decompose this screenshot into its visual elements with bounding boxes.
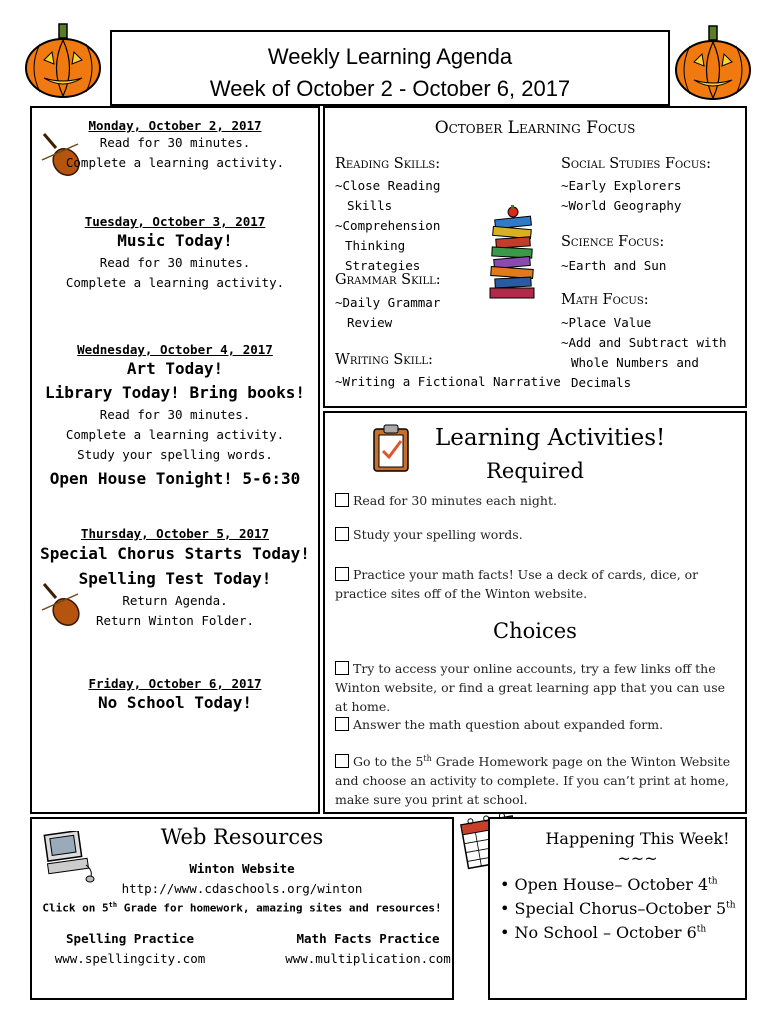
science-heading: Science Focus: xyxy=(561,234,665,250)
violin-icon xyxy=(40,580,82,628)
checkbox[interactable] xyxy=(335,567,349,581)
reading-line-1: ~Close Reading xyxy=(335,178,441,193)
grammar-line-2: Review xyxy=(347,315,393,330)
checkbox[interactable] xyxy=(335,717,349,731)
social-heading: Social Studies Focus: xyxy=(561,156,712,172)
wednesday xyxy=(32,342,318,491)
reading-line-2: Skills xyxy=(347,198,393,213)
site-url-link[interactable]: http://www.cdaschools.org/winton xyxy=(121,881,363,896)
tuesday-date: Tuesday, October 3, 2017 xyxy=(84,214,266,229)
wednesday-line-3: Study your spelling words. xyxy=(77,447,273,462)
grammar-line-1: ~Daily Grammar xyxy=(335,295,441,310)
science-line-1: ~Earth and Sun xyxy=(561,258,667,273)
social-line-1: ~Early Explorers xyxy=(561,178,682,193)
spelling-url-link[interactable]: www.spellingcity.com xyxy=(54,951,206,966)
math-line-1: ~Place Value xyxy=(561,315,652,330)
click-instruction: Click on 5th Grade for homework, amazing sites and resources! xyxy=(42,901,442,915)
daily-schedule xyxy=(30,106,320,814)
friday xyxy=(32,676,318,715)
math-line-4: Decimals xyxy=(571,375,632,390)
thursday-line-2: Return Winton Folder. xyxy=(95,613,255,628)
choice-item-3: Go to the 5th Grade Homework page on the Winton Website and choose an activity to complete. If you can’t print at home, make sure you print at school. xyxy=(335,754,731,808)
site-label: Winton Website xyxy=(189,861,295,876)
writing-heading: Writing Skill: xyxy=(335,352,433,368)
pumpkin-left-icon xyxy=(22,22,104,100)
monday-date: Monday, October 2, 2017 xyxy=(88,118,262,133)
activities-title: Learning Activities! xyxy=(435,425,666,451)
spelling-label: Spelling Practice xyxy=(66,931,194,946)
learning-activities xyxy=(323,411,747,814)
required-item-3: Practice your math facts! Use a deck of cards, dice, or practice sites off of the Winton website. xyxy=(335,567,699,601)
required-item-2: Study your spelling words. xyxy=(335,525,733,544)
thursday-highlight-2: Spelling Test Today! xyxy=(78,569,272,588)
week-range: Week of October 2 - October 6, 2017 xyxy=(209,76,571,101)
reading-line-5: Strategies xyxy=(345,258,421,273)
happening-item-3: • No School – October 6th xyxy=(500,923,707,942)
checkbox[interactable] xyxy=(335,754,349,768)
writing-line-1: ~Writing a Fictional Narrative xyxy=(335,374,561,389)
wednesday-date: Wednesday, October 4, 2017 xyxy=(77,342,273,357)
monday-line-1: Read for 30 minutes. xyxy=(99,135,251,150)
choice-item-1: Try to access your online accounts, try a few links off the Winton website, or find a great learning app that you can use at home. xyxy=(335,661,726,714)
happening-this-week xyxy=(488,817,747,1000)
friday-highlight: No School Today! xyxy=(97,693,253,712)
book-stack-icon xyxy=(487,204,537,306)
tuesday-line-2: Complete a learning activity. xyxy=(65,275,285,290)
math-line-2: ~Add and Subtract with xyxy=(561,335,727,350)
happening-item-2: • Special Chorus–October 5th xyxy=(500,899,736,918)
tuesday xyxy=(32,214,318,293)
thursday-date: Thursday, October 5, 2017 xyxy=(80,526,270,541)
happening-item-1: • Open House– October 4th xyxy=(500,875,718,894)
grammar-heading: Grammar Skill: xyxy=(335,272,441,288)
web-title: Web Resources xyxy=(160,825,324,849)
wednesday-highlight-2: Library Today! Bring books! xyxy=(44,383,306,402)
math-heading: Math Focus: xyxy=(561,292,649,308)
checkbox[interactable] xyxy=(335,493,349,507)
math-label: Math Facts Practice xyxy=(296,931,440,946)
required-item-1: Read for 30 minutes each night. xyxy=(335,491,733,510)
wednesday-line-2: Complete a learning activity. xyxy=(65,427,285,442)
thursday-highlight-1: Special Chorus Starts Today! xyxy=(40,544,310,563)
learning-focus xyxy=(323,106,747,408)
happening-title: Happening This Week! xyxy=(545,829,730,848)
social-line-2: ~World Geography xyxy=(561,198,682,213)
wednesday-highlight-1: Art Today! xyxy=(126,359,224,378)
tuesday-highlight: Music Today! xyxy=(117,231,233,250)
checkbox[interactable] xyxy=(335,527,349,541)
thursday-line-1: Return Agenda. xyxy=(122,593,228,608)
reading-line-4: Thinking xyxy=(345,238,406,253)
wednesday-line-1: Read for 30 minutes. xyxy=(99,407,251,422)
math-url-link[interactable]: www.multiplication.com xyxy=(285,951,451,966)
agenda-header xyxy=(110,30,670,106)
happening-divider: ~~~ xyxy=(617,849,658,868)
math-line-3: Whole Numbers and xyxy=(571,355,699,370)
pumpkin-right-icon xyxy=(672,24,754,102)
page-title: Weekly Learning Agenda xyxy=(267,44,513,69)
checkbox[interactable] xyxy=(335,661,349,675)
reading-heading: Reading Skills: xyxy=(335,156,441,172)
wednesday-event: Open House Tonight! 5-6:30 xyxy=(49,469,301,488)
required-heading: Required xyxy=(486,459,584,483)
monday-line-2: Complete a learning activity. xyxy=(65,155,285,170)
friday-date: Friday, October 6, 2017 xyxy=(88,676,262,691)
choices-heading: Choices xyxy=(493,619,577,643)
reading-line-3: ~Comprehension xyxy=(335,218,441,233)
focus-title: October Learning Focus xyxy=(434,118,636,138)
choice-item-2: Answer the math question about expanded form. xyxy=(335,715,733,734)
tuesday-line-1: Read for 30 minutes. xyxy=(99,255,251,270)
web-resources xyxy=(30,817,454,1000)
monday xyxy=(32,118,318,173)
